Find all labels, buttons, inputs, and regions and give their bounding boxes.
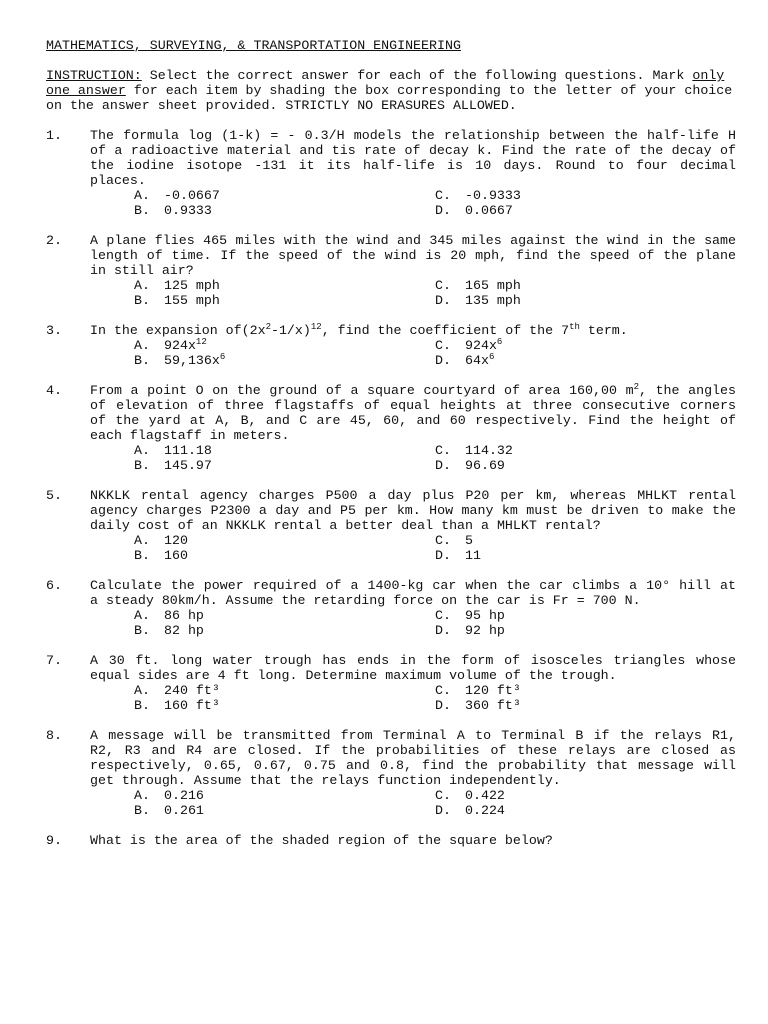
instruction-emphasis: only one answer — [46, 68, 725, 98]
option-a-exponent: 12 — [195, 337, 207, 347]
question-6 — [46, 578, 736, 638]
option-label-b: B. — [134, 458, 150, 473]
question-text: A 30 ft. long water trough has ends in the form of isosceles triangles whose equal sides are 4 ft long. Determine maximum volume of the trough. — [90, 653, 736, 683]
question-text — [90, 383, 736, 443]
superscript: 12 — [310, 322, 322, 332]
option-label-c: C. — [435, 443, 451, 458]
question-number: 4. — [46, 383, 62, 398]
question-text-part: term. — [579, 323, 628, 338]
option-d — [465, 353, 736, 368]
option-a — [164, 338, 435, 353]
answer-options — [134, 338, 736, 368]
question-number: 3. — [46, 323, 62, 338]
option-label-b: B. — [134, 353, 150, 368]
option-label-b: B. — [134, 293, 150, 308]
question-8 — [46, 728, 736, 818]
exam-title — [46, 38, 736, 53]
option-label-d: D. — [435, 203, 451, 218]
question-1 — [46, 128, 736, 218]
question-9 — [46, 833, 736, 848]
question-text-part: , find the coefficient of the 7 — [321, 323, 570, 338]
option-label-b: B. — [134, 548, 150, 563]
option-label-a: A. — [134, 338, 150, 353]
exam-title-text: MATHEMATICS, SURVEYING, & TRANSPORTATION ENGINEERING — [46, 38, 461, 53]
option-a: -0.0667 — [164, 188, 220, 203]
option-b — [164, 353, 435, 368]
option-d: 0.224 — [465, 803, 505, 818]
option-label-a: A. — [134, 278, 150, 293]
answer-options — [134, 533, 736, 563]
option-label-d: D. — [435, 548, 451, 563]
instruction-label: INSTRUCTION: — [46, 68, 142, 83]
superscript: th — [569, 322, 580, 332]
question-text-part: In the expansion of(2x — [90, 323, 266, 338]
option-d-exponent: 6 — [488, 352, 495, 362]
option-a: 125 mph — [164, 278, 220, 293]
exam-page — [46, 38, 736, 863]
option-d-base: 64x — [465, 353, 489, 368]
question-3 — [46, 323, 736, 368]
option-b-base: 59,136x — [164, 353, 220, 368]
question-text: A plane flies 465 miles with the wind and 345 miles against the wind in the same length of time. If the speed of the wind is 20 mph, find the speed of the plane in still air? — [90, 233, 736, 278]
option-a: 0.216 — [164, 788, 204, 803]
question-text-part: -1/x) — [270, 323, 311, 338]
option-label-b: B. — [134, 803, 150, 818]
option-label-a: A. — [134, 608, 150, 623]
option-label-c: C. — [435, 683, 451, 698]
option-c: 5 — [465, 533, 473, 548]
answer-options — [134, 443, 736, 473]
option-a: 120 — [164, 533, 188, 548]
option-b: 160 ft³ — [164, 698, 220, 713]
option-b-exponent: 6 — [219, 352, 226, 362]
question-text: Calculate the power required of a 1400-kg car when the car climbs a 10° hill at a steady 80km/h. Assume the retarding force on the car is Fr = 700 N. — [90, 578, 736, 608]
option-c: 114.32 — [465, 443, 513, 458]
option-d: 135 mph — [465, 293, 521, 308]
option-label-b: B. — [134, 203, 150, 218]
option-label-a: A. — [134, 443, 150, 458]
option-label-c: C. — [435, 188, 451, 203]
answer-options — [134, 683, 736, 713]
option-label-a: A. — [134, 533, 150, 548]
option-label-a: A. — [134, 188, 150, 203]
option-label-c: C. — [435, 788, 451, 803]
option-b: 82 hp — [164, 623, 204, 638]
option-c: 95 hp — [465, 608, 505, 623]
question-text — [90, 323, 736, 338]
option-label-b: B. — [134, 698, 150, 713]
question-number: 9. — [46, 833, 62, 848]
option-d: 92 hp — [465, 623, 505, 638]
question-number: 7. — [46, 653, 62, 668]
option-b: 160 — [164, 548, 188, 563]
option-b: 145.97 — [164, 458, 212, 473]
option-a: 86 hp — [164, 608, 204, 623]
option-a: 111.18 — [164, 443, 212, 458]
question-number: 5. — [46, 488, 62, 503]
option-b: 155 mph — [164, 293, 220, 308]
option-a-base: 924x — [164, 338, 196, 353]
option-label-d: D. — [435, 803, 451, 818]
option-d: 0.0667 — [465, 203, 513, 218]
option-label-d: D. — [435, 698, 451, 713]
option-c-exponent: 6 — [496, 337, 503, 347]
option-b: 0.9333 — [164, 203, 212, 218]
question-text-part: , the angles of elevation of three flagstaffs of equal heights at three consecutive corners of the yard at A, B, and C are 45, 60, and 60 respectively. Find the height of each flagstaff in meters. — [90, 383, 736, 443]
option-label-b: B. — [134, 623, 150, 638]
superscript: 2 — [265, 322, 271, 332]
question-5 — [46, 488, 736, 563]
option-a: 240 ft³ — [164, 683, 220, 698]
option-label-c: C. — [435, 278, 451, 293]
option-label-d: D. — [435, 458, 451, 473]
option-label-c: C. — [435, 338, 451, 353]
option-label-a: A. — [134, 788, 150, 803]
answer-options — [134, 788, 736, 818]
question-2 — [46, 233, 736, 308]
option-label-d: D. — [435, 293, 451, 308]
option-label-d: D. — [435, 623, 451, 638]
question-4 — [46, 383, 736, 473]
option-d: 360 ft³ — [465, 698, 521, 713]
question-text: The formula log (1-k) = - 0.3/H models the relationship between the half-life H of a radioactive material and tis rate of decay k. Find the rate of the decay of the iodine isotope -131 it its half-life is 10 days. Round to four decimal places. — [90, 128, 736, 188]
question-text: A message will be transmitted from Terminal A to Terminal B if the relays R1, R2, R3 and R4 are closed. If the probabilities of these relays are closed as respectively, 0.65, 0.67, 0.75 and 0.8, find the probability that message will get through. Assume that the relays function independently. — [90, 728, 736, 788]
question-7 — [46, 653, 736, 713]
option-label-c: C. — [435, 533, 451, 548]
question-text: What is the area of the shaded region of the square below? — [90, 833, 553, 848]
answer-options — [134, 608, 736, 638]
instruction-text-b: for each item by shading the box corresponding to the letter of your choice on the answer sheet provided. STRICTLY NO ERASURES ALLOWED. — [46, 83, 733, 113]
superscript: 2 — [633, 382, 639, 392]
option-d: 96.69 — [465, 458, 505, 473]
instruction-text-a: Select the correct answer for each of the following questions. Mark — [149, 68, 693, 83]
option-c: 120 ft³ — [465, 683, 521, 698]
option-label-d: D. — [435, 353, 451, 368]
option-d: 11 — [465, 548, 481, 563]
answer-options — [134, 278, 736, 308]
option-c: -0.9333 — [465, 188, 521, 203]
answer-options — [134, 188, 736, 218]
question-text-part: From a point O on the ground of a square courtyard of area 160,00 m — [90, 383, 634, 398]
question-number: 1. — [46, 128, 62, 143]
instruction-block — [46, 68, 736, 113]
question-number: 6. — [46, 578, 62, 593]
option-label-c: C. — [435, 608, 451, 623]
option-c: 0.422 — [465, 788, 505, 803]
question-text: NKKLK rental agency charges P500 a day plus P20 per km, whereas MHLKT rental agency charges P2300 a day and P5 per km. How many km must be driven to make the daily cost of an NKKLK rental a better deal than a MHLKT rental? — [90, 488, 736, 533]
option-c-base: 924x — [465, 338, 497, 353]
option-b: 0.261 — [164, 803, 204, 818]
question-number: 2. — [46, 233, 62, 248]
question-number: 8. — [46, 728, 62, 743]
option-c — [465, 338, 736, 353]
option-c: 165 mph — [465, 278, 521, 293]
option-label-a: A. — [134, 683, 150, 698]
